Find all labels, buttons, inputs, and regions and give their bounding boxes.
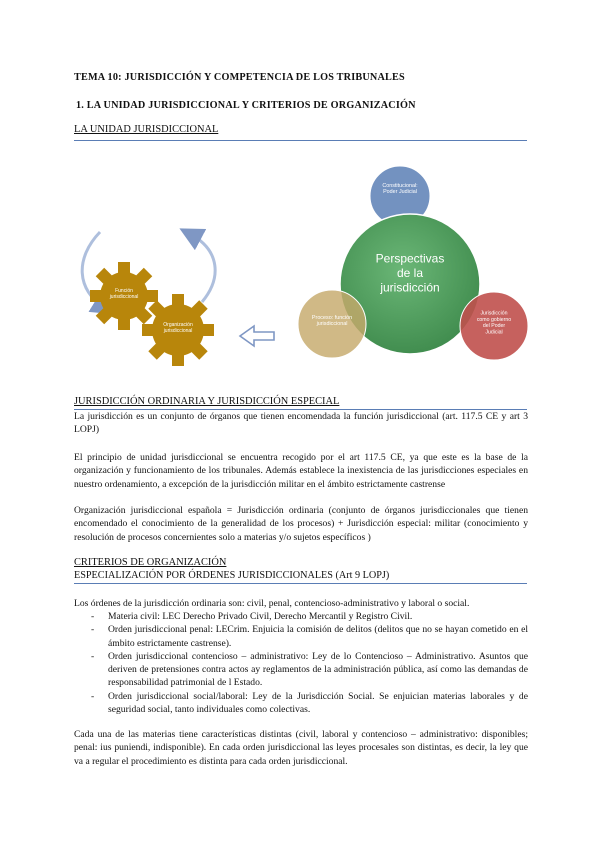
section-rule: [74, 140, 527, 141]
gear-icon: [142, 294, 214, 366]
gear-label-funcion: Función jurisdiccional: [109, 288, 139, 300]
cycle-arrow-right-icon: [190, 234, 215, 302]
list-item: - Orden jurisdiccional penal: LECrim. Enjuicia la comisión de delitos (delitos que no se hayan cometido en el ámbito estrictamente castrense).: [91, 624, 528, 649]
section-title-ordinaria: JURISDICCIÓN ORDINARIA Y JURISDICCIÓN ESPECIAL: [74, 396, 340, 407]
circle-label-right: Jurisdicción como gobierno del Poder Judicial: [476, 310, 512, 336]
list-item: - Orden jurisdiccional social/laboral: Ley de la Jurisdicción Social. Se enjuician materias laborales y de seguridad social, tanto individuales como colectivas.: [91, 690, 528, 716]
paragraph-organizacion: Organización jurisdiccional española = Jurisdicción ordinaria (conjunto de órganos jurisdiccionales que tienen encomendado el conocimiento de la generalidad de los procesos) + Jurisdicción especial: militar (conocimiento y resolución de procesos concernientes solo a materias y/o sujetos específicos ): [74, 505, 528, 543]
paragraph-ordenes: Los órdenes de la jurisdicción ordinaria son: civil, penal, contencioso-administrativo y laboral o social.: [74, 598, 470, 609]
gear-icon: [90, 262, 158, 330]
jurisdiction-diagram: [60, 150, 530, 372]
document-title: TEMA 10: JURISDICCIÓN Y COMPETENCIA DE LOS TRIBUNALES: [74, 72, 405, 83]
circle-center-label: Perspectivas de la jurisdicción: [375, 251, 445, 295]
arrow-left-icon: [240, 326, 274, 346]
list-item: - Materia civil: LEC Derecho Privado Civil, Derecho Mercantil y Registro Civil.: [91, 611, 413, 622]
list-item: - Orden jurisdiccional contencioso – administrativo: Ley de lo Contencioso – Administrativo. Asuntos que deriven de pretensiones contra actos ay reglamentos de la administración pública, así como las demandas de responsabilidad patrimonial de l Estado.: [91, 650, 528, 689]
section-title-unidad: LA UNIDAD JURISDICCIONAL: [74, 124, 219, 135]
gear-label-organizacion: Organización jurisdiccional: [163, 322, 193, 334]
section-subtitle-especializacion: ESPECIALIZACIÓN POR ÓRDENES JURISDICCIONALES (Art 9 LOPJ): [74, 570, 390, 581]
paragraph-caracteristicas: Cada una de las materias tiene características distintas (civil, laboral y contencioso – administrativo: disponibles; penal: ius puniendi, indisponible). En cada orden jurisdiccional las leyes procesales son distintas, es decir, la ley que va a regular el procedimiento es distinta para cada orden jurisdiccional.: [74, 729, 528, 767]
paragraph-unidad: El principio de unidad jurisdiccional se encuentra recogido por el art 117.5 CE, ya que este es la base de la organización y funcionamiento de los tribunales. Además establece la inexistencia de las jurisdicciones especiales en nuestro ordenamiento, a excepción de la jurisdicción militar en el ámbito estrictamente castrense: [74, 452, 528, 490]
circle-label-top: Constitucional: Poder Judicial: [382, 182, 418, 196]
section-rule: [74, 583, 527, 584]
section-title-criterios: CRITERIOS DE ORGANIZACIÓN: [74, 557, 227, 568]
paragraph-definicion: La jurisdicción es un conjunto de órganos que tienen encomendada la función jurisdiccional (art. 117.5 CE y art 3 LOPJ): [74, 411, 528, 436]
section-heading: 1. LA UNIDAD JURISDICCIONAL Y CRITERIOS DE ORGANIZACIÓN: [76, 100, 416, 111]
ordenes-list: [74, 610, 528, 716]
circle-label-left: Proceso: función jurisdiccional: [311, 314, 353, 328]
